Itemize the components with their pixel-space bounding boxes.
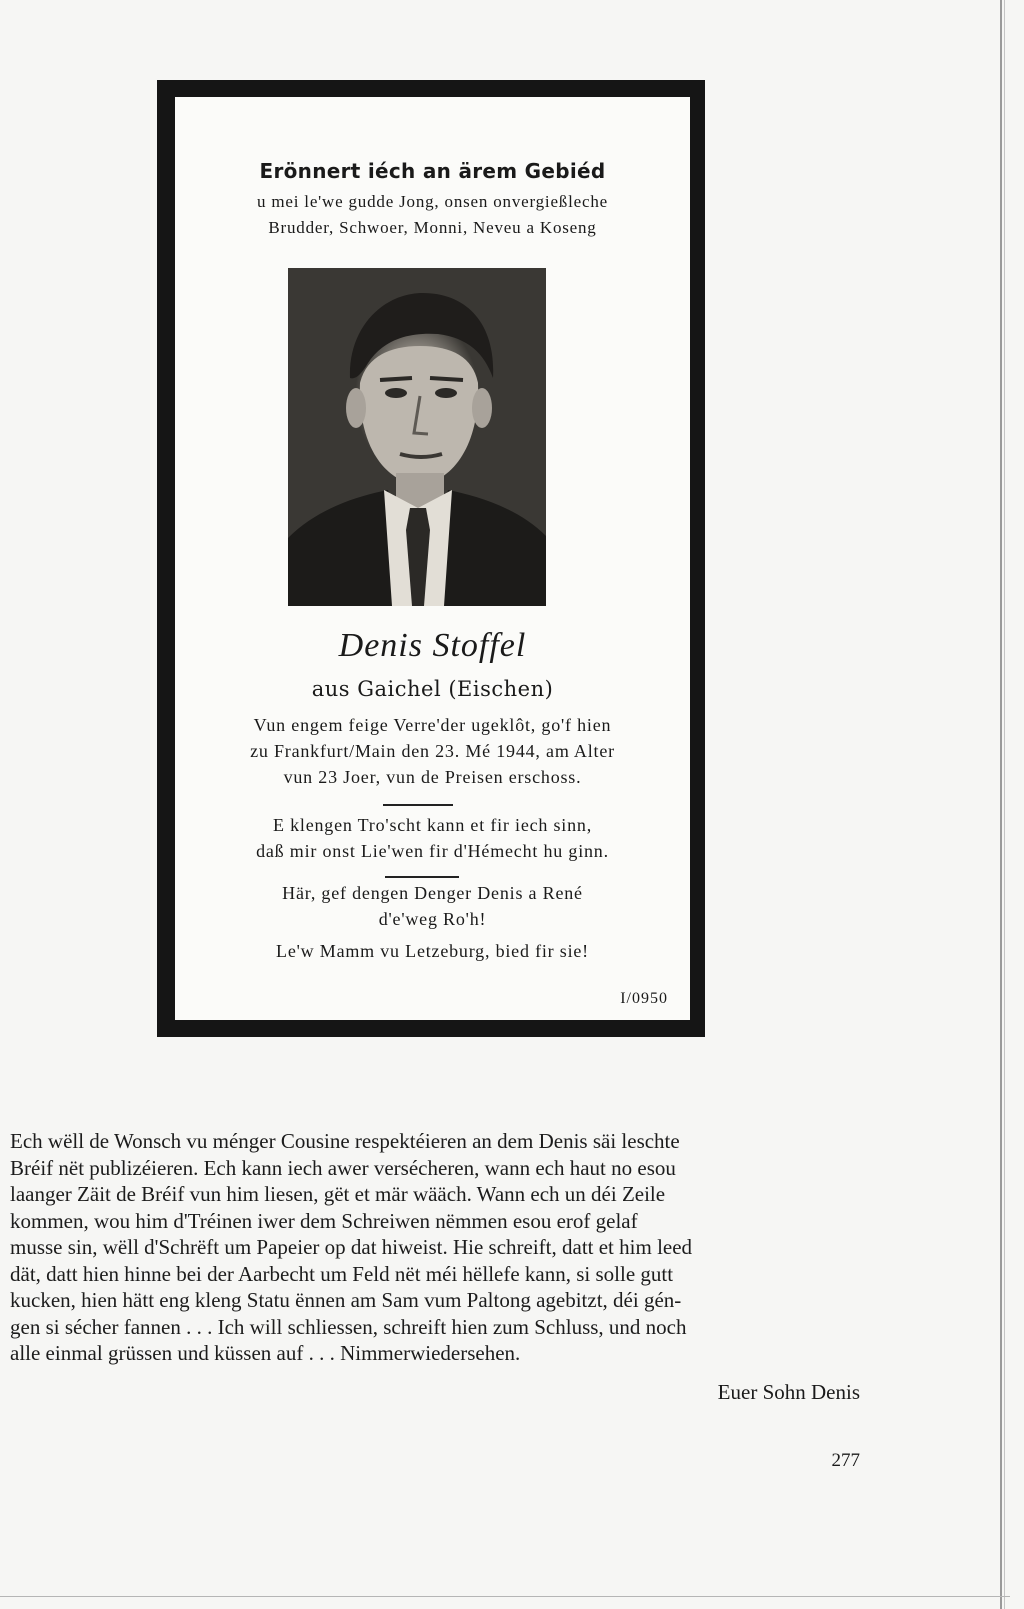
- paragraph-line: Bréif nët publizéieren. Ech kann iech awer versécheren, wann ech haut no esou: [10, 1155, 676, 1180]
- deceased-name: Denis Stoffel: [338, 627, 527, 664]
- page-edge: [1000, 0, 1002, 1609]
- card-closing-line: d'e'weg Ro'h!: [378, 909, 487, 929]
- card-closing-line: Le'w Mamm vu Letzeburg, bied fir sie!: [276, 941, 589, 961]
- memorial-card: [157, 80, 705, 1037]
- paragraph-line: musse sin, wëll d'Schrëft um Papeier op dat hiweist. Hie schreift, datt et him leed: [10, 1235, 693, 1259]
- card-intro-line: Brudder, Schwoer, Monni, Neveu a Koseng: [268, 218, 597, 237]
- paragraph-line: kucken, hien hätt eng kleng Statu ënnen am Sam vum Paltong agebitzt, déi gén-: [10, 1288, 682, 1312]
- card-heading: Erönnert iéch an ärem Gebiéd: [259, 159, 606, 183]
- portrait-photo: [288, 268, 546, 606]
- divider-rule: [383, 804, 453, 806]
- paragraph-line: kommen, wou him d'Tréinen iwer dem Schreiwen nëmmen esou erof gelaf: [10, 1208, 638, 1233]
- deceased-origin: aus Gaichel (Eischen): [311, 677, 554, 701]
- card-intro-line: u mei le'we gudde Jong, onsen onvergießleche: [257, 192, 608, 211]
- paragraph-line: dät, datt hien hinne bei der Aarbecht um Feld nët méi hëllefe kann, si solle gutt: [10, 1261, 674, 1286]
- signature-line: Euer Sohn Denis: [717, 1380, 860, 1404]
- body-paragraph: [10, 1128, 860, 1367]
- card-closing-line: Här, gef dengen Denger Denis a René: [282, 883, 583, 903]
- paragraph-line: alle einmal grüssen und küssen auf . . . Nimmerwiedersehen.: [10, 1341, 521, 1365]
- card-body-line: Vun engem feige Verre'der ugeklôt, go'f hien: [253, 715, 612, 735]
- portrait-illustration: [288, 268, 546, 606]
- paragraph-line: gen si sécher fannen . . . Ich will schliessen, schreift hien zum Schluss, und noch: [10, 1314, 687, 1339]
- page-number: 277: [831, 1450, 860, 1471]
- paragraph-line: laanger Zäit de Bréif vun him liesen, gët et mär wääch. Wann ech un déi Zeile: [10, 1182, 666, 1206]
- memorial-card-inner: [175, 97, 690, 1020]
- page-edge-shadow: [1004, 0, 1005, 1609]
- card-verse-line: daß mir onst Lie'wen fir d'Hémecht hu ginn.: [256, 841, 609, 861]
- divider-rule: [385, 876, 459, 878]
- page-bottom-edge: [0, 1596, 1010, 1597]
- paragraph-line: Ech wëll de Wonsch vu ménger Cousine respektéieren an dem Denis säi leschte: [10, 1129, 680, 1153]
- card-verse-line: E klengen Tro'scht kann et fir iech sinn,: [273, 815, 592, 835]
- card-body-line: zu Frankfurt/Main den 23. Mé 1944, am Alter: [250, 741, 615, 761]
- card-body-line: vun 23 Joer, vun de Preisen erschoss.: [283, 767, 582, 787]
- card-code: I/0950: [620, 990, 668, 1007]
